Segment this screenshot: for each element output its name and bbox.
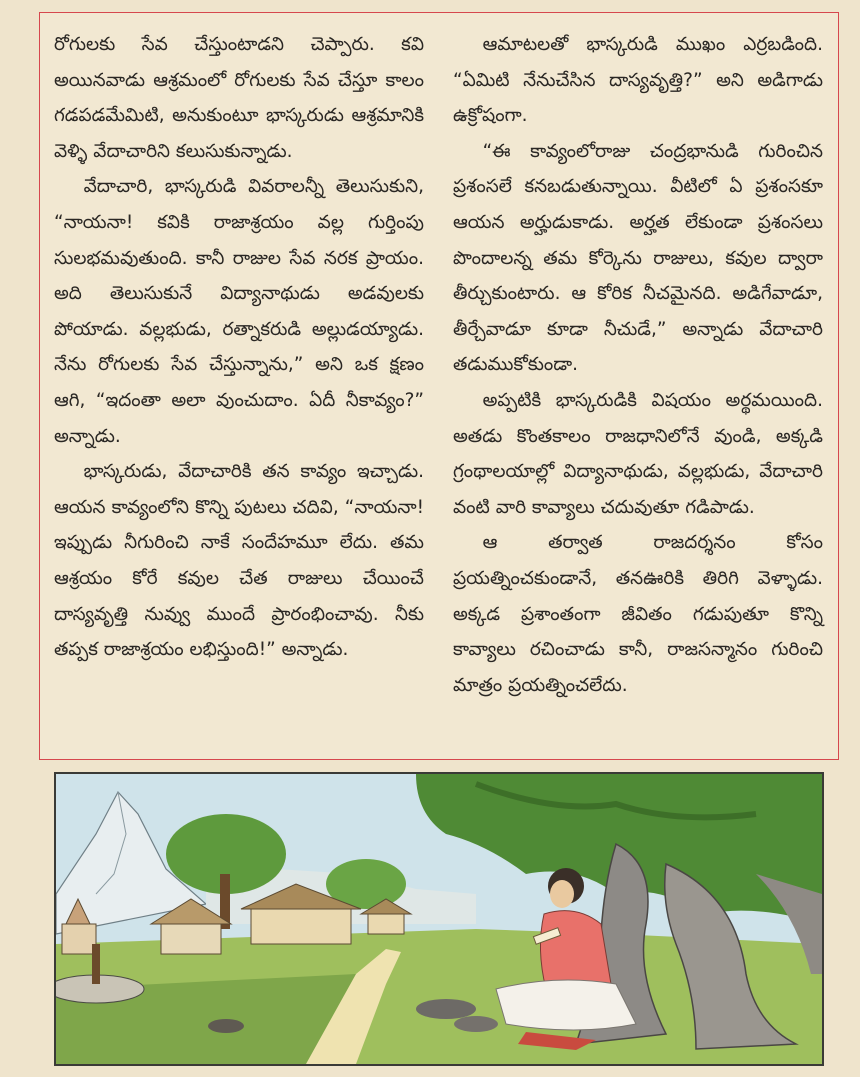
person-face bbox=[550, 880, 574, 908]
right-text-column bbox=[453, 27, 823, 703]
story-text-frame bbox=[39, 12, 839, 760]
paragraph: వేదాచారి, భాస్కరుడి వివరాలన్నీ తెలుసుకుని, “నాయనా! కవికి రాజాశ్రయం వల్ల గుర్తింపు సులభమవుతుంది. కానీ రాజుల సేవ నరక ప్రాయం. అది తెలుసుకునే విద్యానాథుడు అడవులకు పోయాడు. వల్లభుడు, రత్నాకరుడి అల్లుడయ్యాడు. నేను రోగులకు సేవ చేస్తున్నాను,” అని ఒక క్షణం ఆగి, “ఇదంతా అలా వుంచుదాం. ఏదీ నీకావ్యం?” అన్నాడు. bbox=[54, 176, 424, 447]
person-dhoti bbox=[496, 980, 636, 1030]
paragraph: రోగులకు సేవ చేస్తుంటాడని చెప్పారు. కవి అయినవాడు ఆశ్రమంలో రోగులకు సేవ చేస్తూ కాలం గడపడమేమిటి, అనుకుంటూ భాస్కరుడు ఆశ్రమానికి వెళ్ళి వేదాచారిని కలుసుకున్నాడు. bbox=[54, 34, 424, 162]
paragraph: ఆ తర్వాత రాజదర్శనం కోసం ప్రయత్నించకుండానే, తనఊరికి తిరిగి వెళ్ళాడు. అక్కడ ప్రశాంతంగా జీవితం గడుపుతూ కొన్ని కావ్యాలు రచించాడు కానీ, రాజసన్మానం గురించి మాత్రం ప్రయత్నించలేదు. bbox=[453, 532, 823, 696]
rocks bbox=[416, 999, 476, 1019]
left-text-column bbox=[54, 27, 424, 668]
paragraph: భాస్కరుడు, వేదాచారికి తన కావ్యం ఇచ్చాడు. ఆయన కావ్యంలోని కొన్ని పుటలు చదివి, “నాయనా! ఇప్పుడు నీగురించి నాకే సందేహమూ లేదు. తమ ఆశ్రయం కోరే కవుల చేత రాజులు చేయించే దాస్యవృత్తి నువ్వు ముందే ప్రారంభించావు. నీకు తప్పక రాజాశ్రయం లభిస్తుంది!” అన్నాడు. bbox=[54, 461, 424, 661]
paragraph: అప్పటికి భాస్కరుడికి విషయం అర్థమయింది. అతడు కొంతకాలం రాజధానిలోనే వుండి, అక్కడి గ్రంథాలయాల్లో విద్యానాథుడు, వల్లభుడు, వేదాచారి వంటి వారి కావ్యాలు చదువుతూ గడిపాడు. bbox=[453, 389, 823, 518]
paragraph: ఆమాటలతో భాస్కరుడి ముఖం ఎర్రబడింది. “ఏమిటి నేనుచేసిన దాస్యవృత్తి?” అని అడిగాడు ఉక్రోషంగా. bbox=[453, 34, 823, 127]
paragraph: “ఈ కావ్యంలోరాజు చంద్రభానుడి గురించిన ప్రశంసలే కనబడుతున్నాయి. వీటిలో ఏ ప్రశంసకూ ఆయన అర్హుడుకాడు. అర్హత లేకుండా ప్రశంసలు పొందాలన్న తమ కోర్కెను రాజులు, కవుల ద్వారా తీర్చుకుంటారు. ఆ కోరిక నీచమైనది. అడిగేవాడూ, తీర్చేవాడూ కూడా నీచుడే,” అన్నాడు వేదాచారి తడుముకోకుండా. bbox=[453, 140, 823, 376]
story-illustration bbox=[54, 772, 824, 1066]
